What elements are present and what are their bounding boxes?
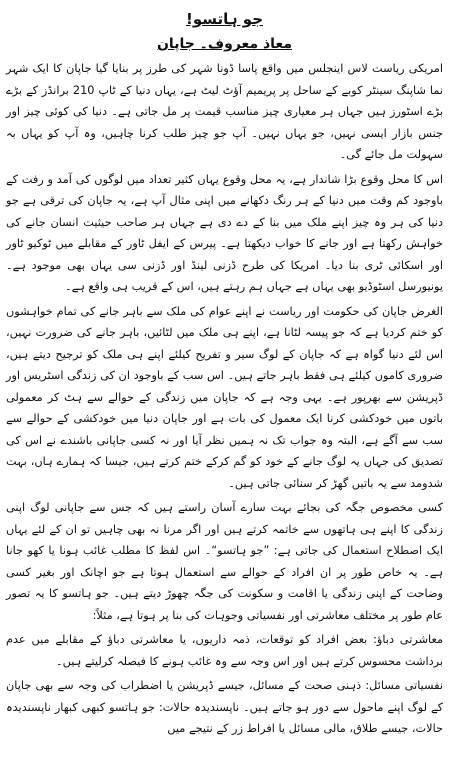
article-title: جو ہاتسو!: [186, 10, 263, 28]
article-paragraph-3: الغرض جاپان کی حکومت اور ریاست نے اپنے عوام کی ملک سے باہر جانے کی تمام خواہشوں کو ختم کردیا ہے کہ جو پیسہ لٹانا ہے، اپنے ہی ملک میں لٹائیں، باہر جانے کی ضرورت نہیں، اس لئے دنیا گواہ ہے کہ جاپان کے لوگ سیر و تفریح کیلئے اپنے ہی ملک کو ترجیح دیتے ہیں، ضروری کاموں کیلئے ہی فقط باہر جاتے ہیں۔ اس سب کے باوجود ان کی زندگی اسٹریس اور ڈپریشن سے بھرپور ہے۔ یہی وجہ ہے کہ جاپان میں زندگی کے حوالے سے ہٹ کر معمولی باتوں میں خودکشی کرنا ایک معمول کی بات ہے اور جاپان دنیا میں خودکشی کے حوالے سے سب سے آگے ہے، البتہ وہ جواب تک نہ ہمیں نظر آیا اور نہ کسی جاپانی باشندے نے اس کی تصدیق کی جہاں یہ لوگ جانے کے خود کو گم کرکے ختم کرتے ہیں، جیسا کہ ہمارے ہاں، بہت شدومد سے یہ باتیں گھڑ کر سنائی جاتی ہیں۔: [6, 304, 443, 490]
article-paragraph-5: معاشرتی دباؤ: بعض افراد کو توقعات، ذمہ داریوں، یا معاشرتی دباؤ کے مقابلے میں عدم برداشت محسوس کرتے ہیں اور اس وجہ سے وہ غائب ہونے کا فیصلہ کرلیتے ہیں۔: [6, 633, 443, 668]
article-paragraph-6: نفسیاتی مسائل: ذہنی صحت کے مسائل، جیسے ڈپریشن یا اضطراب کی وجہ سے بھی جاپان کے لوگ اپنے ماحول سے دور ہو جاتے ہیں۔ ناپسندیدہ حالات: جو ہاتسو کبھی کبھار ناپسندیدہ حالات، جیسے طلاق، مالی مسائل یا افراط زر کے نتیجے میں: [6, 679, 443, 735]
article-paragraph-1: امریکی ریاست لاس اینجلس میں واقع پاسا ڈونا شہر کی طرز پر بنایا گیا جاپان کا ایک شہر نما شاپنگ سینٹر کوبے کے ساحل پر پریمیم آؤٹ لیٹ ہے، یہاں دنیا کے ٹاپ 210 برانڈز کے بڑے بڑے اسٹورز ہیں جہاں ہر معیاری چیز مناسب قیمت پر مل جاتی ہے۔ دنیا کی کوئی چیز اور جنس بازار ایسی نہیں، جو یہاں نہیں۔ آپ جو چیز طلب کرنا چاہیں، وہ آپ کو یہاں بہ سہولت مل جائے گی۔: [6, 62, 443, 161]
article-paragraph-2: اس کا محل وقوع بڑا شاندار ہے، یہ محل وقوع یہاں کثیر تعداد میں لوگوں کی آمد و رفت کے باوجود کم وقت میں دنیا کے ہر رنگ دکھانے میں اپنی مثال آپ ہے، یہ جاپان کی ترقی ہے جو دنیا کی ہر وہ چیز اپنے ملک میں بنا کے دے دی ہے جہاں ہر صاحب حیثیت انسان جانے کی خواہش رکھتا ہے اور جانے کا خواب دیکھتا ہے۔ پیرس کے ایفل ٹاور کے مقابلے میں ٹوکیو ٹاور اور اسکائی ٹری بنا دیا۔ امریکا کی طرح ڈزنی لینڈ اور ڈزنی سی یہاں بھی موجود ہے۔ یونیورسل اسٹوڈیو بھی یہاں ہے جہاں ہم رہتے ہیں، اس کے قریب ہی واقع ہے۔: [6, 172, 443, 293]
article-byline: معاذ معروف۔ جاپان: [156, 36, 293, 52]
article-paragraph-4: کسی مخصوص جگہ کی بجائے بہت سارے آسان راستے ہیں کہ جس سے جاپانی لوگ اپنی زندگی کا اپنے ہی ہاتھوں سے خاتمہ کرتے ہیں اور اگر مرنا نہ بھی چاہیں تو ان کے لئے یہاں ایک اصطلاح استعمال کی جاتی ہے: ”جو ہاتسو“۔ اس لفظ کا مطلب غائب ہونا یا کھو جانا ہے۔ یہ خاص طور پر ان افراد کے حوالے سے استعمال ہوتا ہے جو اچانک اور بغیر کسی وضاحت کے اپنی زندگی یا اقامت و سکونت کی جگہ چھوڑ دیتے ہیں۔ جو ہاتسو کا یہ تصور عام طور پر مختلف معاشرتی اور نفسیاتی وجوہات کی بنا پر ہوتا ہے، مثلاً:: [6, 501, 443, 622]
